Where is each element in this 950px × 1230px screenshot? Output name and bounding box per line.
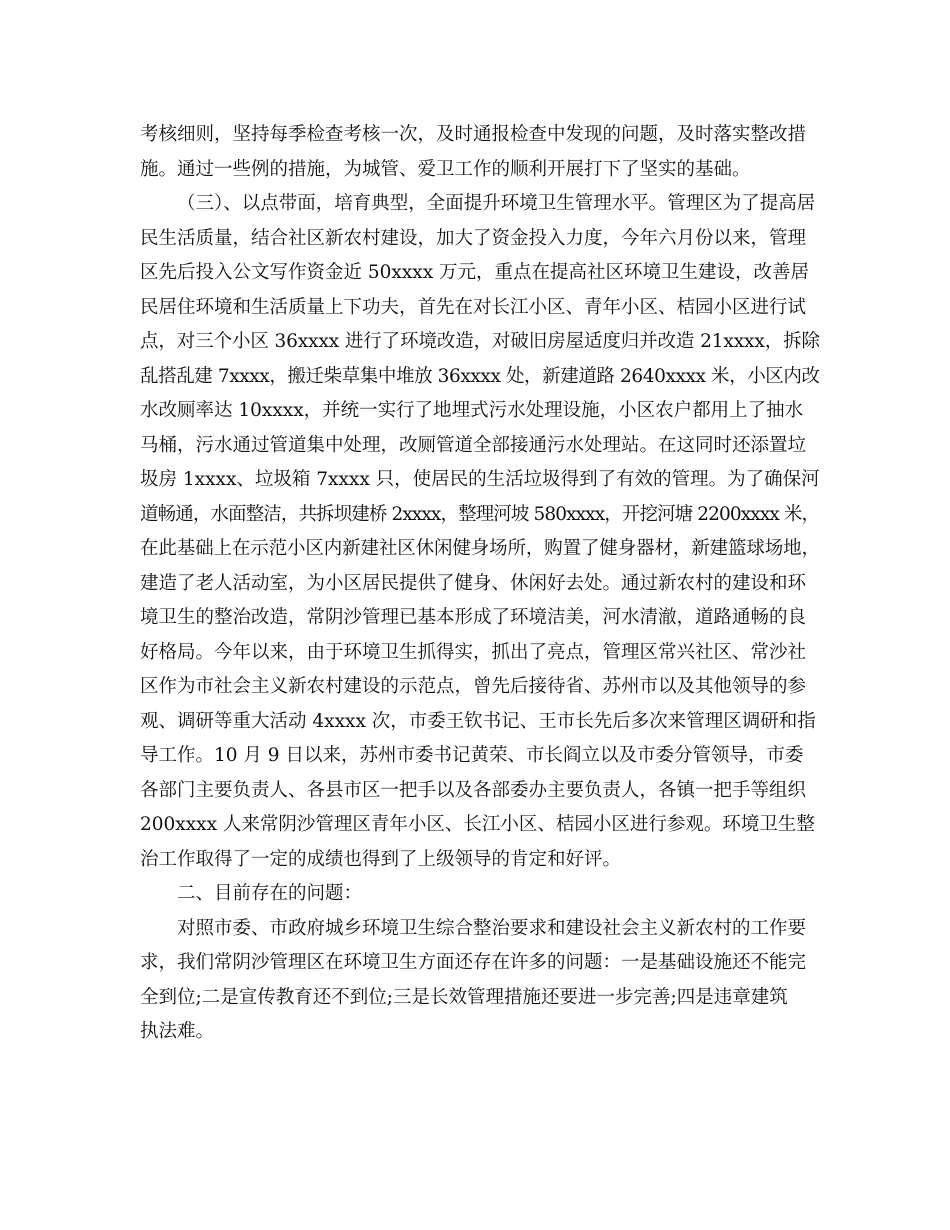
text-line: 考核细则，坚持每季检查考核一次，及时通报检查中发现的问题，及时落实整改措 — [140, 124, 807, 145]
text-line: 施。通过一些例的措施，为城管、爱卫工作的顺利开展打下了坚实的基础。 — [140, 158, 751, 180]
text-line: 区先后投入公文写作资金近 50xxxx 万元，重点在提高社区环境卫生建设，改善居 — [140, 262, 810, 283]
text-line: 民居住环境和生活质量上下功夫，首先在对长江小区、青年小区、桔园小区进行试 — [140, 296, 807, 318]
text-line: 点，对三个小区 36xxxx 进行了环境改造，对破旧房屋适度归并改造 21xxxx，拆除 — [140, 331, 820, 352]
text-line: 各部门主要负责人、各县市区一把手以及各部委办主要负责人，各镇一把手等组织 — [140, 779, 807, 801]
text-line: 民生活质量，结合社区新农村建设，加大了资金投入力度，今年六月份以来，管理 — [140, 227, 807, 249]
text-line: 建造了老人活动室，为小区居民提供了健身、休闲好去处。通过新农村的建设和环 — [140, 572, 807, 594]
text-line: 全到位;二是宣传教育还不到位;三是长效管理措施还要进一步完善;四是违章建筑 — [140, 986, 788, 1008]
document-body — [140, 118, 820, 1050]
text-line: 在此基础上在示范小区内新建社区休闲健身场所，购置了健身器材，新建篮球场地， — [140, 538, 820, 559]
text-line: 导工作。10 月 9 日以来，苏州市委书记黄荣、市长阎立以及市委分管领导，市委 — [140, 745, 804, 766]
text-line: 治工作取得了一定的成绩也得到了上级领导的肯定和好评。 — [140, 848, 622, 870]
text-line: 水改厕率达 10xxxx，并统一实行了地埋式污水处理设施，小区农户都用上了抽水 — [140, 400, 804, 421]
text-line: 区作为市社会主义新农村建设的示范点，曾先后接待省、苏州市以及其他领导的参 — [140, 676, 807, 697]
text-line: 执法难。 — [140, 1021, 215, 1042]
section-heading-line: 二、目前存在的问题： — [177, 883, 363, 904]
section-heading-line: （三）、以点带面，培育典型，全面提升环境卫生管理水平。管理区为了提高居 — [177, 193, 816, 214]
text-line: 马桶，污水通过管道集中处理，改厕管道全部接通污水处理站。在这同时还添置垃 — [140, 434, 807, 456]
text-line: 观、调研等重大活动 4xxxx 次，市委王钦书记、王市长先后多次来管理区调研和指 — [140, 710, 816, 732]
text-line: 境卫生的整治改造，常阴沙管理已基本形成了环境洁美，河水清澈，道路通畅的良 — [140, 607, 807, 628]
text-line: 好格局。今年以来，由于环境卫生抓得实，抓出了亮点，管理区常兴社区、常沙社 — [140, 641, 807, 663]
text-line: 对照市委、市政府城乡环境卫生综合整治要求和建设社会主义新农村的工作要 — [177, 917, 807, 939]
text-line: 乱搭乱建 7xxxx，搬迁柴草集中堆放 36xxxx 处，新建道路 2640xxxx 米，小区内改 — [140, 365, 820, 387]
text-line: 200xxxx 人来常阴沙管理区青年小区、长江小区、桔园小区进行参观。环境卫生整 — [140, 814, 815, 835]
text-line: 圾房 1xxxx、垃圾箱 7xxxx 只，使居民的生活垃圾得到了有效的管理。为了确保河 — [140, 469, 820, 490]
text-line: 道畅通，水面整洁，共拆坝建桥 2xxxx，整理河坡 580xxxx，开挖河塘 2200xxxx 米， — [140, 503, 820, 525]
text-line: 求，我们常阴沙管理区在环境卫生方面还存在许多的问题：一是基础设施还不能完 — [140, 952, 807, 973]
